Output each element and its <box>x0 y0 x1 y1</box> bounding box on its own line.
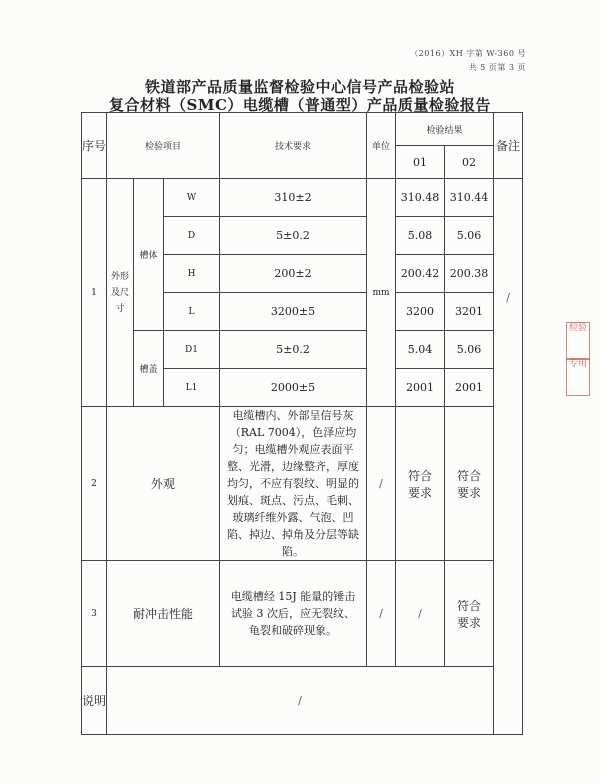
requirement-cell: 5±0.2 <box>220 331 367 369</box>
requirement-cell: 310±2 <box>220 179 367 217</box>
result-02-cell: 5.06 <box>445 217 494 255</box>
row2-requirement: 电缆槽内、外部呈信号灰（RAL 7004），色泽应均匀；电缆槽外观应表面平整、光滑，边缘整齐，厚度均匀，不应有裂纹、明显的划痕、斑点、污点、毛刺、玻璃纤维外露、气泡、凹陷、掉边、掉角及分层等缺陷。 <box>220 407 367 561</box>
result-01-cell: 2001 <box>396 369 445 407</box>
header-item: 检验项目 <box>107 113 220 179</box>
row2-unit: / <box>367 407 396 561</box>
row3-result-02: 符合要求 <box>445 561 494 667</box>
result-02-cell: 2001 <box>445 369 494 407</box>
row3-item: 耐冲击性能 <box>107 561 220 667</box>
row2-item: 外观 <box>107 407 220 561</box>
note-cell: / <box>494 179 523 735</box>
header-unit: 单位 <box>367 113 396 179</box>
report-reference-number: （2016）XH 字第 W-360 号 <box>410 49 526 58</box>
header-result: 检验结果 <box>396 113 494 146</box>
header-col01: 01 <box>396 146 445 179</box>
page-indicator: 共 5 页第 3 页 <box>468 63 526 72</box>
group1-unit: mm <box>367 179 396 407</box>
result-01-cell: 5.04 <box>396 331 445 369</box>
result-01-cell: 310.48 <box>396 179 445 217</box>
row2-result-01: 符合要求 <box>396 407 445 561</box>
row3-requirement: 电缆槽经 15J 能量的锤击试验 3 次后，应无裂纹、龟裂和破碎现象。 <box>220 561 367 667</box>
header-seq: 序号 <box>82 113 107 179</box>
header-note: 备注 <box>494 113 523 179</box>
param-cell: W <box>164 179 220 217</box>
result-02-cell: 3201 <box>445 293 494 331</box>
group1-sub-body: 槽体 <box>134 179 164 331</box>
requirement-cell: 2000±5 <box>220 369 367 407</box>
param-cell: D1 <box>164 331 220 369</box>
report-title: 复合材料（SMC）电缆槽（普通型）产品质量检验报告 <box>109 96 491 114</box>
requirement-cell: 3200±5 <box>220 293 367 331</box>
result-02-cell: 310.44 <box>445 179 494 217</box>
row3-unit: / <box>367 561 396 667</box>
seal-stamp-bottom: 专用 <box>566 358 590 396</box>
row2-result-02: 符合要求 <box>445 407 494 561</box>
remarks-content: / <box>107 667 494 735</box>
group1-seq: 1 <box>82 179 107 407</box>
result-02-cell: 5.06 <box>445 331 494 369</box>
param-cell: H <box>164 255 220 293</box>
group1-sub-cover: 槽盖 <box>134 331 164 407</box>
result-01-cell: 5.08 <box>396 217 445 255</box>
row3-result-01: / <box>396 561 445 667</box>
remarks-label: 说明 <box>82 667 107 735</box>
param-cell: L1 <box>164 369 220 407</box>
row3-seq: 3 <box>82 561 107 667</box>
requirement-cell: 5±0.2 <box>220 217 367 255</box>
param-cell: L <box>164 293 220 331</box>
requirement-cell: 200±2 <box>220 255 367 293</box>
inspection-table <box>81 112 523 735</box>
header-col02: 02 <box>445 146 494 179</box>
result-01-cell: 3200 <box>396 293 445 331</box>
group1-name: 外形及尺寸 <box>107 179 134 407</box>
institution-title: 铁道部产品质量监督检验中心信号产品检验站 <box>144 78 455 96</box>
header-requirement: 技术要求 <box>220 113 367 179</box>
seal-stamp-top: 检验 <box>566 322 590 360</box>
row2-seq: 2 <box>82 407 107 561</box>
param-cell: D <box>164 217 220 255</box>
result-01-cell: 200.42 <box>396 255 445 293</box>
result-02-cell: 200.38 <box>445 255 494 293</box>
